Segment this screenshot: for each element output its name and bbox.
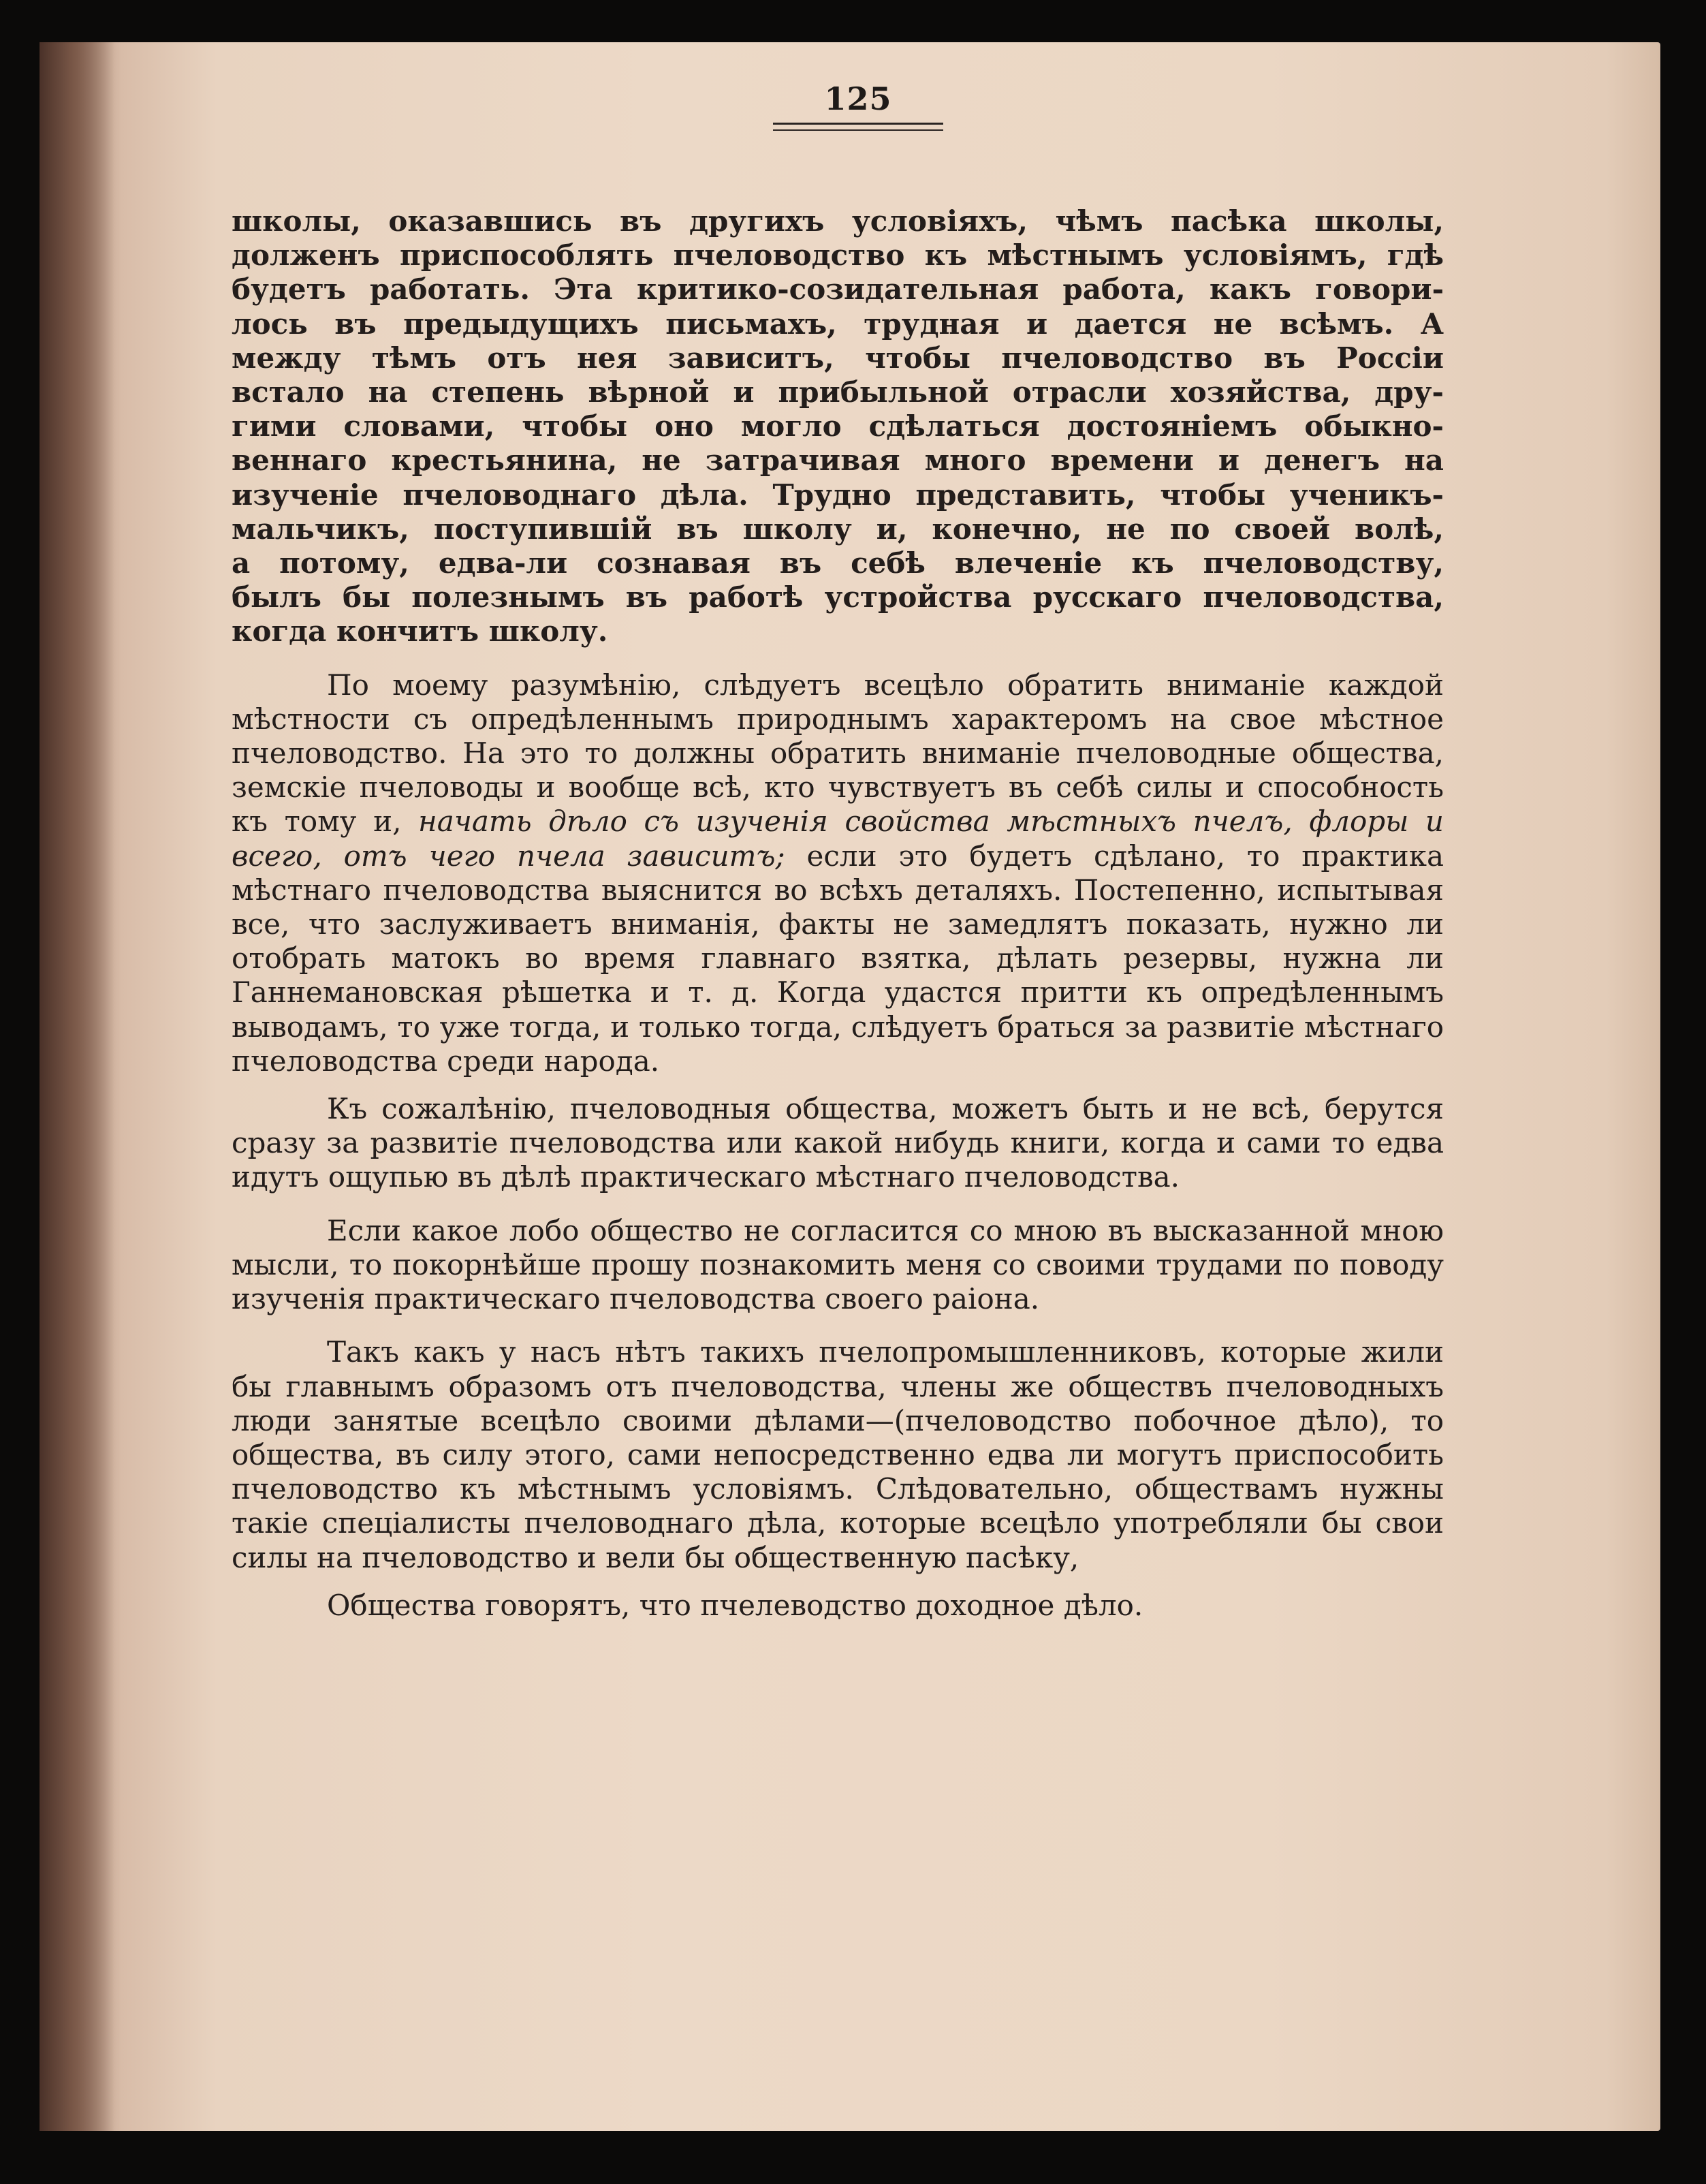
paragraph-continuation bbox=[232, 204, 1444, 649]
text-line: изученіе пчеловоднаго дѣла. Трудно представить, чтобы ученикъ- bbox=[232, 478, 1444, 512]
text-line: когда кончитъ школу. bbox=[232, 614, 608, 649]
text-line: школы, оказавшись въ другихъ условіяхъ, чѣмъ пасѣка школы, bbox=[232, 204, 1444, 238]
text-line: гими словами, чтобы оно могло сдѣлаться достояніемъ обыкно- bbox=[232, 409, 1444, 443]
paragraph: Общества говорятъ, что пчелеводство доходное дѣло. bbox=[327, 1588, 1143, 1622]
paragraph-text: если это будетъ сдѣлано, то практика мѣстнаго пчеловодства выяснится во всѣхъ деталяхъ. Постепенно, испытывая все, что заслуживаетъ вниманія, факты не замедлятъ показать, нужно ли отобрать матокъ во время главнаго взятка, дѣлать резервы, нужна ли Ганнемановская рѣшетка и т. д. Когда удастся притти къ опредѣленнымъ выводамъ, то уже тогда, и только тогда, слѣдуетъ браться за развитіе мѣстнаго пчеловодства среди народа. bbox=[232, 839, 1444, 1078]
paragraph-italic-text: начать дѣло съ изученія свойства мѣстныхъ пчелъ, флоры и всего, отъ чего пчела зависитъ; bbox=[232, 805, 1444, 873]
page-number-rule-secondary bbox=[773, 129, 943, 131]
text-line: лось въ предыдущихъ письмахъ, трудная и дается не всѣмъ. А bbox=[232, 307, 1444, 341]
text-line: долженъ приспособлять пчеловодство къ мѣстнымъ условіямъ, гдѣ bbox=[232, 238, 1444, 272]
text-line: а потому, едва-ли сознавая въ себѣ влеченіе къ пчеловодству, bbox=[232, 546, 1444, 580]
paragraph bbox=[232, 668, 1444, 1078]
text-line: веннаго крестьянина, не затрачивая много времени и денегъ на bbox=[232, 443, 1444, 478]
page-number: 125 bbox=[824, 80, 892, 117]
page-number-rule bbox=[773, 123, 943, 125]
text-line: былъ бы полезнымъ въ работѣ устройства русскаго пчеловодства, bbox=[232, 580, 1444, 614]
paragraph-text: По моему разумѣнію, слѣдуетъ всецѣло обратить вниманіе каждой мѣстности съ опредѣленнымъ природнымъ характеромъ на свое мѣстное пчеловодство. На это то должны обратить вниманіе пчеловодные общества, земскіе пчеловоды и вообще всѣ, кто чувствуетъ въ себѣ силы и способность къ тому и, bbox=[232, 668, 1444, 839]
text-line: будетъ работать. Эта критико-созидательная работа, какъ говори- bbox=[232, 272, 1444, 307]
book-gutter-shadow bbox=[40, 42, 114, 2131]
text-line: между тѣмъ отъ нея зависитъ, чтобы пчеловодство въ Россіи bbox=[232, 341, 1444, 375]
body-text bbox=[232, 204, 1444, 1623]
paragraph: Къ сожалѣнію, пчеловодныя общества, можетъ быть и не всѣ, берутся сразу за развитіе пчеловодства или какой нибудь книги, когда и сами то едва идутъ ощупью въ дѣлѣ практическаго мѣстнаго пчеловодства. bbox=[232, 1092, 1444, 1194]
paragraph: Если какое лобо общество не согласится со мною въ высказанной мною мысли, то покорнѣйше прошу познакомить меня со своими трудами по поводу изученія практическаго пчеловодства своего раіона. bbox=[232, 1213, 1444, 1316]
text-line: встало на степень вѣрной и прибыльной отрасли хозяйства, дру- bbox=[232, 375, 1444, 409]
paragraph: Такъ какъ у насъ нѣтъ такихъ пчелопромышленниковъ, которые жили бы главнымъ образомъ отъ пчеловодства, члены же обществъ пчеловодныхъ люди занятые всецѣло своими дѣлами—(пчеловодство побочное дѣло), то общества, въ силу этого, сами непосредственно едва ли могутъ приспособить пчеловодство къ мѣстнымъ условіямъ. Слѣдовательно, обществамъ нужны такіе спеціалисты пчеловоднаго дѣла, которые всецѣло употребляли бы свои силы на пчеловодство и вели бы общественную пасѣку, bbox=[232, 1335, 1444, 1574]
text-line: мальчикъ, поступившій въ школу и, конечно, не по своей волѣ, bbox=[232, 512, 1444, 546]
